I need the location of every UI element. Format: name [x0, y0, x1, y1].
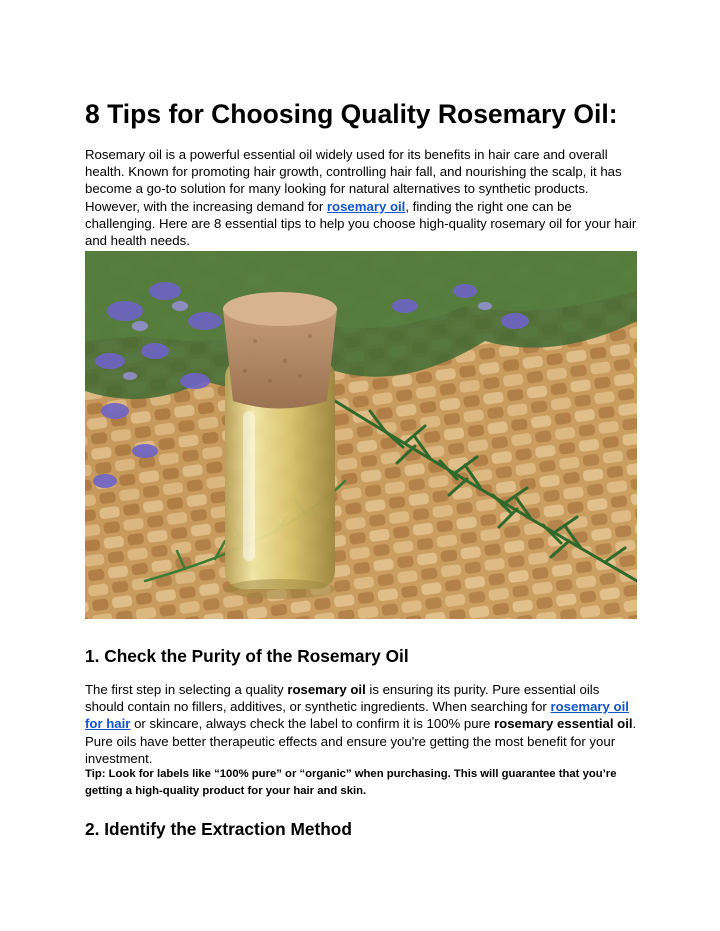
section-1-tip: Tip: Look for labels like “100% pure” or “organic” when purchasing. This will guarantee that you’re getting a high-quality product for your hair and skin.	[85, 768, 617, 797]
section-1-bold-1: rosemary oil	[287, 682, 366, 697]
section-2-heading: 2. Identify the Extraction Method	[85, 819, 352, 839]
rosemary-oil-for-hair-link[interactable]: rosemary oil for hair	[85, 699, 629, 732]
page-title: 8 Tips for Choosing Quality Rosemary Oil:	[85, 99, 618, 129]
section-1-heading: 1. Check the Purity of the Rosemary Oil	[85, 646, 409, 666]
intro-text-2: , finding the right one can be challenging. Here are 8 essential tips to help you choose high-quality rosemary oil for your hair and health needs.	[85, 198, 637, 249]
section-1-text-3: or skincare, always check the label to confirm it is 100% pure	[130, 716, 494, 732]
rosemary-oil-link[interactable]: rosemary oil	[326, 198, 406, 214]
section-1-text-4: . Pure oils have better therapeutic effects and ensure you're getting the most benefit for your investment.	[85, 716, 637, 766]
section-1-paragraph	[85, 681, 641, 767]
rosemary-oil-photo	[85, 251, 637, 619]
section-1-text-1: The first step in selecting a quality	[85, 682, 288, 697]
intro-text-1: Rosemary oil is a powerful essential oil widely used for its benefits in hair care and overall health. Known for promoting hair growth, controlling hair fall, and nourishing the scalp, it has become a go-to solution for many looking for natural alternatives to synthetic products. However, with the increasing demand for	[85, 147, 622, 214]
intro-paragraph	[85, 146, 641, 249]
section-1-text-2: is ensuring its purity. Pure essential oils should contain no fillers, additives, or synthetic ingredients. When searching for	[85, 682, 600, 715]
section-1-bold-2: rosemary essential oil	[494, 716, 633, 732]
